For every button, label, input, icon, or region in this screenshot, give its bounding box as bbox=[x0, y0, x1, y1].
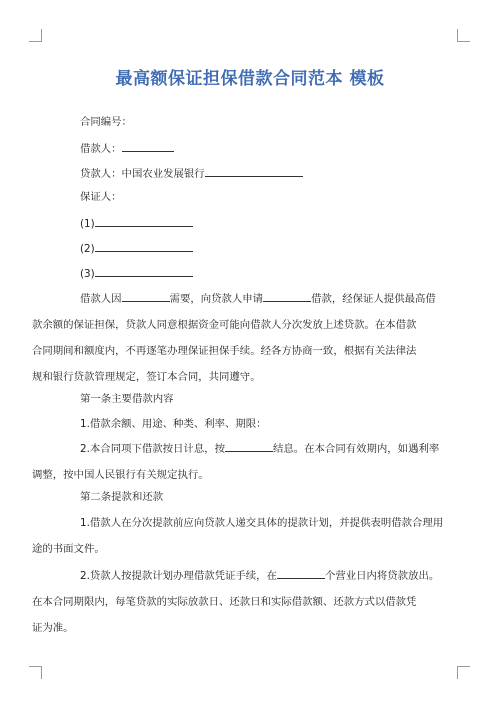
article-1-item-2-text-b: 结息。在本合同有效期内，如遇利率 bbox=[273, 443, 440, 455]
guarantor-1-label: (1) bbox=[80, 218, 95, 230]
article-2-item-1 bbox=[32, 510, 444, 562]
amount-blank[interactable] bbox=[263, 290, 311, 302]
purpose-blank[interactable] bbox=[122, 290, 170, 302]
intro-line-2: 款余额的保证担保，贷款人同意根据资金可能向借款人分次发放上述贷款。在本借款 bbox=[32, 319, 417, 331]
guarantor-label: 保证人： bbox=[80, 191, 122, 203]
document-title: 最高额保证担保借款合同范本 模板 bbox=[115, 69, 385, 89]
crop-mark-bottom-right bbox=[457, 666, 470, 679]
intro-paragraph bbox=[32, 286, 440, 390]
guarantor-3-blank[interactable] bbox=[95, 265, 193, 277]
borrower-label: 借款人： bbox=[80, 143, 122, 155]
article-1-item-2-line-1 bbox=[32, 436, 440, 462]
guarantor-line-2 bbox=[80, 240, 193, 256]
article-2-item-2-line-2: 在本合同期限内，每笔贷款的实际放款日、还款日和实际借款额、还款方式以借款凭 bbox=[32, 596, 417, 608]
article-2-item-2 bbox=[32, 563, 440, 641]
article-1-item-2-line-2: 调整，按中国人民银行有关规定执行。 bbox=[32, 469, 209, 481]
guarantor-line-1 bbox=[80, 215, 193, 231]
intro-text-c: 借款，经保证人提供最高借 bbox=[311, 293, 436, 305]
guarantor-3-label: (3) bbox=[80, 268, 95, 280]
lender-label: 贷款人：中国农业发展银行 bbox=[80, 168, 205, 180]
article-2-item-2-line-1 bbox=[32, 563, 440, 589]
lender-field bbox=[80, 165, 303, 181]
article-1-item-1-text: 1.借款余额、用途、种类、利率、期限： bbox=[80, 418, 267, 430]
intro-line-4: 规和银行贷款管理规定，签订本合同，共同遵守。 bbox=[32, 371, 261, 383]
article-2-item-1-line-1: 1.借款人在分次提款前应向贷款人递交具体的提款计划，并提供表明借款合理用 bbox=[80, 517, 444, 529]
article-2-item-2-text-b: 个营业日内将贷款放出。 bbox=[324, 570, 440, 582]
article-1-item-2 bbox=[32, 436, 440, 488]
borrower-field bbox=[80, 140, 174, 156]
article-2-heading-text: 第二条提款和还款 bbox=[80, 491, 164, 503]
article-1-item-1 bbox=[32, 411, 440, 437]
article-2-item-2-line-3: 证为准。 bbox=[32, 622, 74, 634]
guarantor-line-3 bbox=[80, 265, 193, 281]
contract-number-label: 合同编号： bbox=[80, 116, 132, 128]
article-1-item-2-text-a: 2.本合同项下借款按日计息，按 bbox=[80, 443, 225, 455]
article-1-heading bbox=[80, 392, 174, 406]
crop-mark-top-right bbox=[457, 29, 470, 42]
lender-blank[interactable] bbox=[205, 165, 303, 177]
crop-mark-bottom-left bbox=[29, 666, 42, 679]
intro-text-b: 需要，向贷款人申请 bbox=[169, 293, 264, 305]
intro-text-a: 借款人因 bbox=[80, 293, 122, 305]
guarantor-1-blank[interactable] bbox=[95, 215, 193, 227]
intro-line-1 bbox=[32, 286, 440, 312]
crop-mark-top-left bbox=[29, 29, 42, 42]
interest-settlement-blank[interactable] bbox=[225, 440, 273, 452]
contract-number-field bbox=[80, 115, 132, 129]
article-2-heading bbox=[80, 490, 163, 504]
guarantor-2-label: (2) bbox=[80, 243, 95, 255]
article-2-item-2-text-a: 2.贷款人按提款计划办理借款凭证手续，在 bbox=[80, 570, 277, 582]
guarantor-field bbox=[80, 190, 122, 204]
guarantor-2-blank[interactable] bbox=[95, 240, 193, 252]
borrower-blank[interactable] bbox=[122, 140, 174, 152]
business-days-blank[interactable] bbox=[277, 567, 325, 579]
article-2-item-1-line-2: 途的书面文件。 bbox=[32, 543, 105, 555]
intro-line-3: 合同期间和额度内，不再逐笔办理保证担保手续。经各方协商一致，根据有关法律法 bbox=[32, 345, 417, 357]
article-1-heading-text: 第一条主要借款内容 bbox=[80, 393, 174, 405]
